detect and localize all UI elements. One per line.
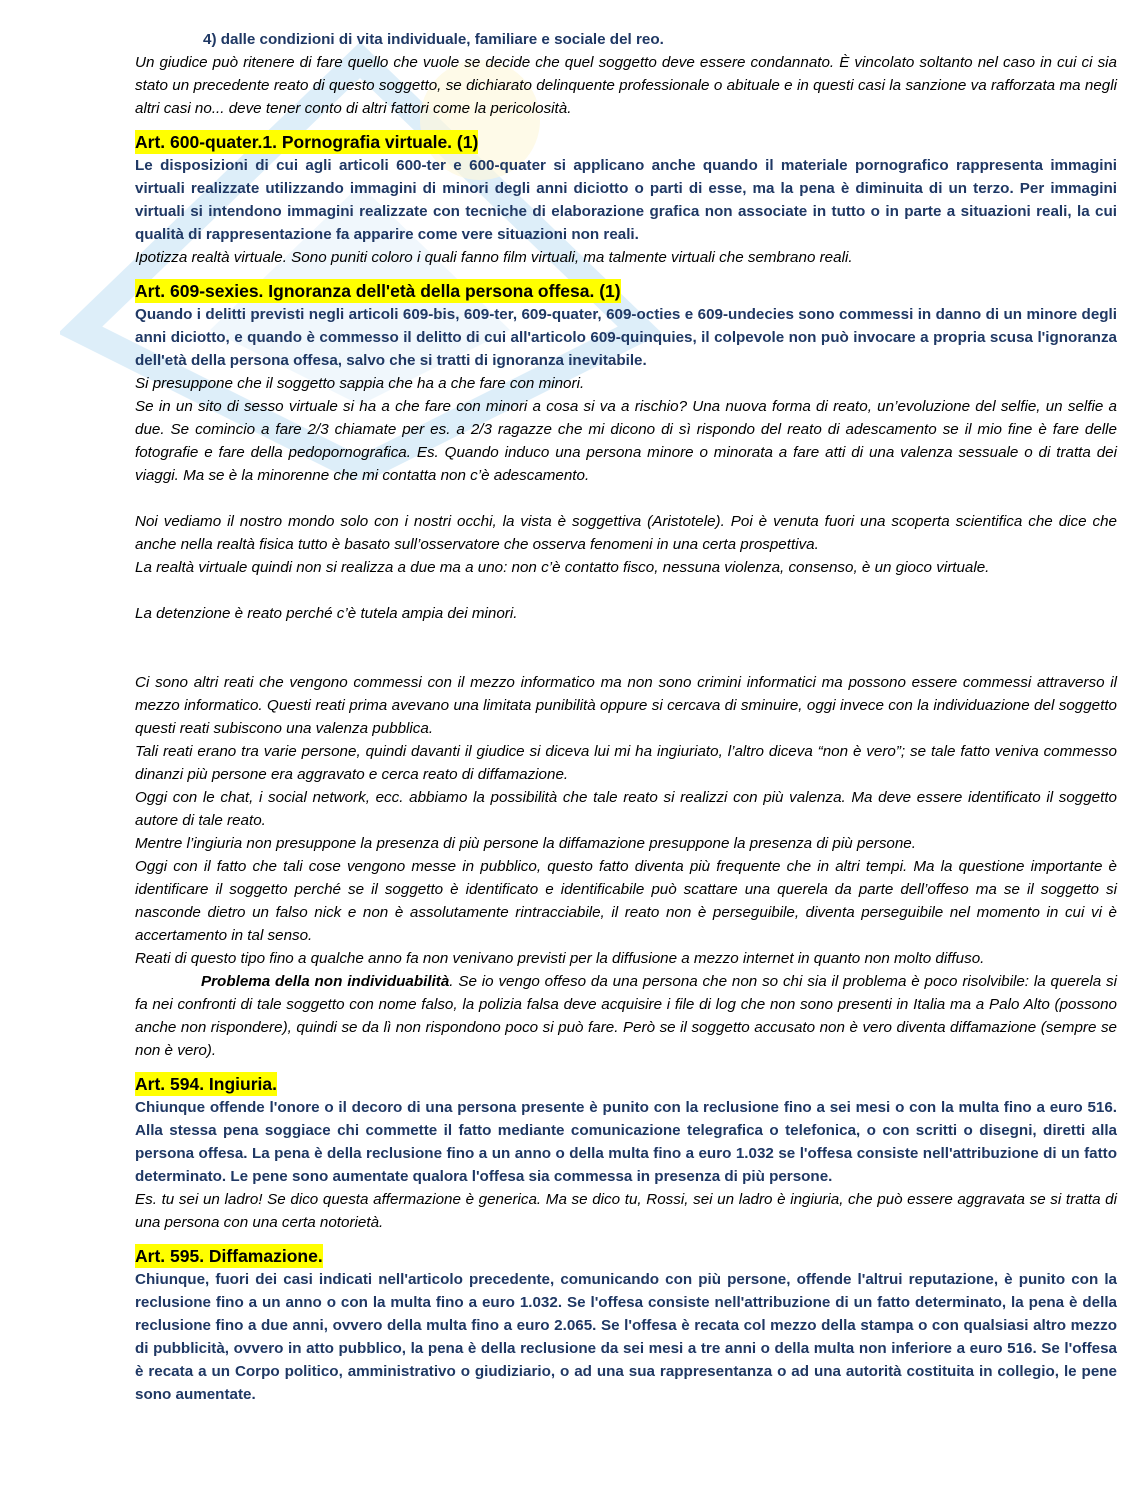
heading-art-594: Art. 594. Ingiuria. <box>135 1074 277 1094</box>
law-text-art-595: Chiunque, fuori dei casi indicati nell'articolo precedente, comunicando con più persone, offende l'altrui reputazione, è punito con la reclusione fino a un anno o con la multa fino a euro 1.032. Se l'offesa consiste nell'attribuzione di un fatto determinato, la pena è della reclusione fino a due anni, ovvero della multa fino a euro 2.065. Se l'offesa è recata col mezzo della stampa o con qualsiasi altro mezzo di pubblicità, ovvero in atto pubblico, la pena è della reclusione da sei mesi a tre anni o della multa non inferiore a euro 516. Se l'offesa è recata a un Corpo politico, amministrativo o giudiziario, o ad una sua rappresentanza o ad una autorità costituita in collegio, le pene sono aumentate. <box>135 1271 1117 1403</box>
paragraph-mezzo-informatico: Ci sono altri reati che vengono commessi con il mezzo informatico ma non sono crimini informatici ma possono essere commessi attraverso il mezzo informatico. Questi reati prima avevano una limitata punibilità oppure si cercava di sminuire, oggi invece con la individuazione del soggetto questi reati subiscono una valenza pubblica. <box>135 674 1117 737</box>
law-text-art-609-sexies: Quando i delitti previsti negli articoli 609-bis, 609-ter, 609-quater, 609-octies e 609-undecies sono commessi in danno di un minore degli anni diciotto, e quando è commesso il delitto di cui all'articolo 609-quinquies, il colpevole non può invocare a propria scusa l'ignoranza dell'età della persona offesa, salvo che si tratti di ignoranza inevitabile. <box>135 306 1117 369</box>
intro-paragraph: Un giudice può ritenere di fare quello che vuole se decide che quel soggetto deve essere condannato. È vincolato soltanto nel caso in cui ci sia stato un precedente reato di questo soggetto, se dichiarato delinquente professionale o abituale e in questi casi la sanzione va rafforzata ma negli altri casi no... deve tener conto di altri fattori come la pericolosità. <box>135 54 1117 117</box>
document-page <box>135 28 1117 1406</box>
note-minori: Si presuppone che il soggetto sappia che ha a che fare con minori. <box>135 375 585 392</box>
lead-line: 4) dalle condizioni di vita individuale, familiare e sociale del reo. <box>203 31 664 48</box>
paragraph-non-individuabilita <box>135 970 1117 1062</box>
paragraph-diffusione-internet: Reati di questo tipo fino a qualche anno fa non venivano previsti per la diffusione a mezzo internet in quanto non molto diffuso. <box>135 950 985 967</box>
note-aristotele: Noi vediamo il nostro mondo solo con i nostri occhi, la vista è soggettiva (Aristotele). Poi è venuta fuori una scoperta scientifica che dice che anche nella realtà fisica tutto è basato sull’osservatore che osserva fenomeni in una certa prospettiva. <box>135 513 1117 553</box>
non-individuabilita-text: . Se io vengo offeso da una persona che non so chi sia il problema è poco risolvibile: la querela si fa nei confronti di tale soggetto con nome falso, la polizia falsa deve acquisire i file di log che non sono presenti in Italia ma a Palo Alto (possono anche non rispondere), quindi se da lì non rispondono poco si può fare. Però se il soggetto accusato non è vero diventa diffamazione (sempre se non è vero). <box>135 973 1117 1059</box>
note-art-594: Es. tu sei un ladro! Se dico questa affermazione è generica. Ma se dico tu, Rossi, sei un ladro è ingiuria, che può essere aggravata se si tratta di una persona con una certa notorietà. <box>135 1191 1117 1231</box>
note-adescamento: Se in un sito di sesso virtuale si ha a che fare con minori a cosa si va a rischio? Una nuova forma di reato, un’evoluzione del selfie, un selfie a due. Se comincio a fare 2/3 chiamate per es. a 2/3 ragazze che mi dicono di sì rispondo del reato di adescamento se il mio fine è fare delle fotografie e fare della pedopornografica. Es. Quando induco una persona minore o minorata a fare atti di una valenza sessuale o di tratta dei viaggi. Ma se è la minorenne che mi contatta non c’è adescamento. <box>135 398 1117 484</box>
note-art-600-quater-1: Ipotizza realtà virtuale. Sono puniti coloro i quali fanno film virtuali, ma talmente virtuali che sembrano reali. <box>135 249 853 266</box>
note-realta-virtuale: La realtà virtuale quindi non si realizza a due ma a uno: non c’è contatto fisco, nessuna violenza, consenso, è un gioco virtuale. <box>135 559 990 576</box>
paragraph-identificazione: Oggi con il fatto che tali cose vengono messe in pubblico, questo fatto diventa più frequente che in altri tempi. Ma la questione importante è identificare il soggetto perché se il soggetto è identificato e identificabile può scattare una querela da parte dell’offeso ma se il soggetto si nasconde dietro un falso nick e non è assolutamente rintracciabile, il reato non è perseguibile, diventa perseguibile nel momento in cui vi è accertamento in tal senso. <box>135 858 1117 944</box>
heading-art-609-sexies: Art. 609-sexies. Ignoranza dell'età della persona offesa. (1) <box>135 281 621 301</box>
paragraph-ingiuria-diffamazione: Tali reati erano tra varie persone, quindi davanti il giudice si diceva lui mi ha ingiuriato, l’altro diceva “non è vero”; se tale fatto veniva commesso dinanzi più persone era aggravato e cerca reato di diffamazione. <box>135 743 1117 783</box>
paragraph-chat-social: Oggi con le chat, i social network, ecc. abbiamo la possibilità che tale reato si realizzi con più valenza. Ma deve essere identificato il soggetto autore di tale reato. <box>135 789 1117 829</box>
heading-art-595: Art. 595. Diffamazione. <box>135 1246 323 1266</box>
note-detenzione: La detenzione è reato perché c’è tutela ampia dei minori. <box>135 605 518 622</box>
law-text-art-594: Chiunque offende l'onore o il decoro di una persona presente è punito con la reclusione fino a sei mesi o con la multa fino a euro 516. Alla stessa pena soggiace chi commette il fatto mediante comunicazione telegrafica o telefonica, o con scritti o disegni, diretti alla persona offesa. La pena è della reclusione fino a un anno o della multa fino a euro 1.032 se l'offesa consiste nell'attribuzione di un fatto determinato. Le pene sono aumentate qualora l'offesa sia commessa in presenza di più persone. <box>135 1099 1117 1185</box>
heading-art-600-quater-1: Art. 600-quater.1. Pornografia virtuale. (1) <box>135 132 479 152</box>
non-individuabilita-title: Problema della non individuabilità <box>201 973 450 990</box>
law-text-art-600-quater-1: Le disposizioni di cui agli articoli 600-ter e 600-quater si applicano anche quando il materiale pornografico rappresenta immagini virtuali realizzate utilizzando immagini di minori degli anni diciotto o parti di esse, ma la pena è diminuita di un terzo. Per immagini virtuali si intendono immagini realizzate con tecniche di elaborazione grafica non associate in tutto o in parte a situazioni reali, la cui qualità di rappresentazione fa apparire come vere situazioni non reali. <box>135 157 1117 243</box>
paragraph-presenza-persone: Mentre l’ingiuria non presuppone la presenza di più persone la diffamazione presuppone la presenza di più persone. <box>135 835 916 852</box>
